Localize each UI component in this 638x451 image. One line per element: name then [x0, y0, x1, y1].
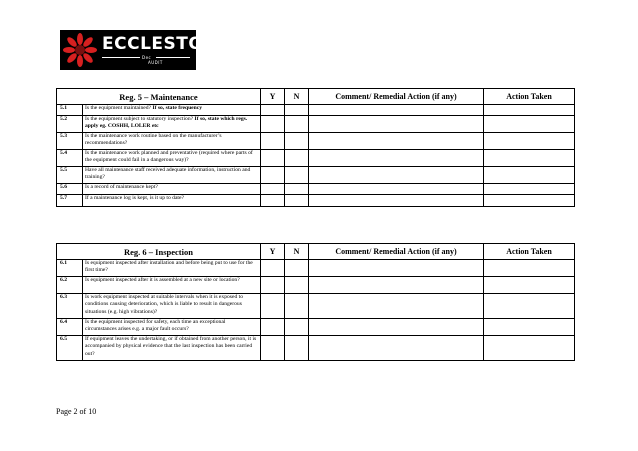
comment-input-cell[interactable]	[309, 195, 484, 207]
n-checkbox-cell[interactable]	[285, 195, 309, 207]
comment-input-cell[interactable]	[309, 294, 484, 319]
column-header-action: Action Taken	[484, 89, 575, 105]
row-number: 6.2	[57, 277, 83, 294]
logo-rule-right	[156, 57, 190, 58]
comment-input-cell[interactable]	[309, 184, 484, 195]
section-title: Reg. 5 – Maintenance	[57, 89, 261, 105]
action-taken-cell[interactable]	[484, 116, 575, 133]
column-header-n: N	[285, 89, 309, 105]
y-checkbox-cell[interactable]	[261, 167, 285, 184]
question-text: Is the equipment subject to statutory inspection?	[85, 116, 194, 122]
question-cell	[83, 133, 261, 150]
comment-input-cell[interactable]	[309, 133, 484, 150]
y-checkbox-cell[interactable]	[261, 105, 285, 116]
question-cell	[83, 150, 261, 167]
n-checkbox-cell[interactable]	[285, 150, 309, 167]
y-checkbox-cell[interactable]	[261, 336, 285, 361]
y-checkbox-cell[interactable]	[261, 195, 285, 207]
column-header-n: N	[285, 244, 309, 260]
action-taken-cell[interactable]	[484, 133, 575, 150]
column-header-y: Y	[261, 244, 285, 260]
comment-input-cell[interactable]	[309, 260, 484, 277]
n-checkbox-cell[interactable]	[285, 167, 309, 184]
table-row	[57, 150, 575, 167]
table-row	[57, 195, 575, 207]
action-taken-cell[interactable]	[484, 260, 575, 277]
question-cell	[83, 184, 261, 195]
comment-input-cell[interactable]	[309, 167, 484, 184]
question-cell	[83, 167, 261, 184]
table-row	[57, 133, 575, 150]
row-number: 6.5	[57, 336, 83, 361]
action-taken-cell[interactable]	[484, 277, 575, 294]
comment-input-cell[interactable]	[309, 105, 484, 116]
row-number: 5.3	[57, 133, 83, 150]
row-number: 5.7	[57, 195, 83, 207]
n-checkbox-cell[interactable]	[285, 260, 309, 277]
table-row	[57, 167, 575, 184]
row-number: 5.4	[57, 150, 83, 167]
row-number: 6.4	[57, 319, 83, 336]
question-cell	[83, 277, 261, 294]
n-checkbox-cell[interactable]	[285, 133, 309, 150]
y-checkbox-cell[interactable]	[261, 319, 285, 336]
row-number: 5.1	[57, 105, 83, 116]
comment-input-cell[interactable]	[309, 336, 484, 361]
n-checkbox-cell[interactable]	[285, 277, 309, 294]
question-cell	[83, 260, 261, 277]
n-checkbox-cell[interactable]	[285, 184, 309, 195]
column-header-comment: Comment/ Remedial Action (if any)	[309, 244, 484, 260]
action-taken-cell[interactable]	[484, 294, 575, 319]
flower-icon	[63, 33, 97, 67]
n-checkbox-cell[interactable]	[285, 105, 309, 116]
row-number: 6.1	[57, 260, 83, 277]
action-taken-cell[interactable]	[484, 105, 575, 116]
column-header-action: Action Taken	[484, 244, 575, 260]
comment-input-cell[interactable]	[309, 116, 484, 133]
action-taken-cell[interactable]	[484, 150, 575, 167]
column-header-y: Y	[261, 89, 285, 105]
question-text: Is the equipment inspected for safety, each time an exceptional circumstances arises e.g. a major fault occurs?	[85, 319, 226, 333]
action-taken-cell[interactable]	[484, 195, 575, 207]
question-cell	[83, 319, 261, 336]
comment-input-cell[interactable]	[309, 150, 484, 167]
row-number: 5.5	[57, 167, 83, 184]
question-text: Is the equipment maintained?	[85, 105, 152, 111]
action-taken-cell[interactable]	[484, 319, 575, 336]
table-row	[57, 116, 575, 133]
y-checkbox-cell[interactable]	[261, 294, 285, 319]
question-emphasis: If so, state which regs. apply eg. COSHH, LOLER etc	[85, 116, 248, 130]
comment-input-cell[interactable]	[309, 319, 484, 336]
question-cell	[83, 195, 261, 207]
question-text: If a maintenance log is kept, is it up to date?	[85, 195, 184, 201]
question-cell	[83, 116, 261, 133]
n-checkbox-cell[interactable]	[285, 336, 309, 361]
column-header-comment: Comment/ Remedial Action (if any)	[309, 89, 484, 105]
question-cell	[83, 336, 261, 361]
maintenance-table	[56, 88, 575, 207]
question-text: Have all maintenance staff received adequate information, instruction and training?	[85, 167, 251, 181]
eccleston-logo	[60, 30, 219, 70]
question-text: If equipment leaves the undertaking, or if obtained from another person, it is accompanied by physical evidence that the last inspection has been carried out?	[85, 336, 257, 357]
n-checkbox-cell[interactable]	[285, 294, 309, 319]
action-taken-cell[interactable]	[484, 336, 575, 361]
table-row	[57, 105, 575, 116]
question-cell	[83, 294, 261, 319]
section-title: Reg. 6 – Inspection	[57, 244, 261, 260]
logo-subtext-audit: AUDIT	[148, 60, 163, 65]
n-checkbox-cell[interactable]	[285, 319, 309, 336]
table-row	[57, 260, 575, 277]
question-emphasis: If so, state frequency	[152, 105, 203, 111]
y-checkbox-cell[interactable]	[261, 133, 285, 150]
row-number: 6.3	[57, 294, 83, 319]
table-row	[57, 319, 575, 336]
table-header-row	[57, 89, 575, 105]
question-text: Is a record of maintenance kept?	[85, 184, 158, 190]
comment-input-cell[interactable]	[309, 277, 484, 294]
question-text: Is equipment inspected after it is assembled at a new site or location?	[85, 277, 240, 283]
logo-rule-left	[102, 57, 140, 58]
action-taken-cell[interactable]	[484, 184, 575, 195]
y-checkbox-cell[interactable]	[261, 260, 285, 277]
y-checkbox-cell[interactable]	[261, 150, 285, 167]
table-row	[57, 336, 575, 361]
table-row	[57, 277, 575, 294]
y-checkbox-cell[interactable]	[261, 116, 285, 133]
page-number: Page 2 of 10	[56, 407, 97, 416]
n-checkbox-cell[interactable]	[285, 116, 309, 133]
table-header-row	[57, 244, 575, 260]
question-text: Is the maintenance work routine based on the manufacturer’s recommendations?	[85, 133, 222, 147]
question-cell	[83, 105, 261, 116]
logo-subtext: Dec	[142, 55, 152, 60]
y-checkbox-cell[interactable]	[261, 184, 285, 195]
row-number: 5.6	[57, 184, 83, 195]
table-row	[57, 184, 575, 195]
logo-brand-text: ECCLESTON	[102, 34, 219, 54]
action-taken-cell[interactable]	[484, 167, 575, 184]
question-text: Is work equipment inspected at suitable intervals when it is exposed to conditions causing deterioration, which is liable to result in dangerous situations (e.g. high vibrations)?	[85, 294, 243, 315]
inspection-table	[56, 243, 575, 361]
table-row	[57, 294, 575, 319]
y-checkbox-cell[interactable]	[261, 277, 285, 294]
row-number: 5.2	[57, 116, 83, 133]
question-text: Is equipment inspected after installation and before being put to use for the first time?	[85, 260, 253, 274]
question-text: Is the maintenance work planned and preventative (required where parts of the equipment could fail in a dangerous way)?	[85, 150, 253, 164]
